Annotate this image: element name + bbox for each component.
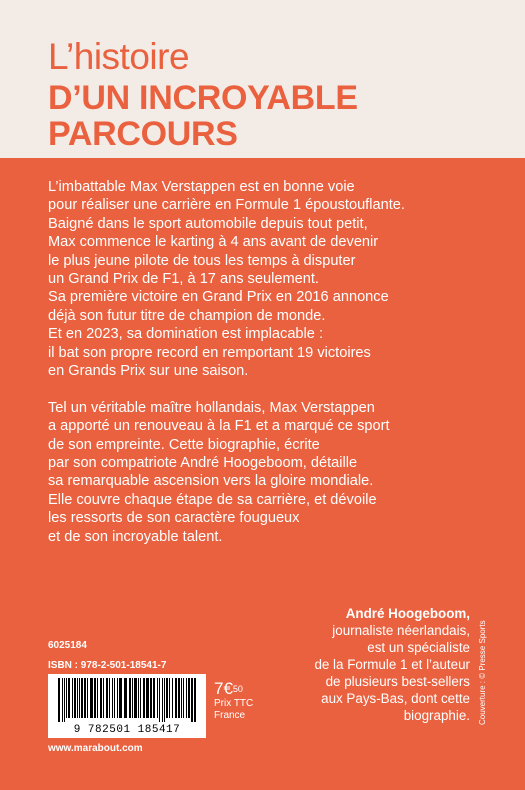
blurb-line: sa remarquable ascension vers la gloire mondiale. xyxy=(48,473,374,490)
blurb-line: le plus jeune pilote de tous les temps à disputer xyxy=(48,252,356,269)
author-bio xyxy=(240,605,470,724)
blurb-paragraph-1 xyxy=(48,178,488,380)
blurb-line: pour réaliser une carrière en Formule 1 époustouflante. xyxy=(48,197,405,214)
author-bio-line: journaliste néerlandais, xyxy=(332,623,470,638)
price-label-country: France xyxy=(214,710,246,721)
blurb-line: Baigné dans le sport automobile depuis tout petit, xyxy=(48,215,368,232)
author-name: André Hoogeboom, xyxy=(345,606,470,621)
blurb-line: Sa première victoire en Grand Prix en 2016 annonce xyxy=(48,289,389,306)
blurb-line: Max commence le karting à 4 ans avant de devenir xyxy=(48,234,379,251)
barcode-bars xyxy=(52,678,202,722)
price-cents: 50 xyxy=(232,684,243,694)
price-amount xyxy=(214,680,253,698)
header-band xyxy=(0,0,525,158)
barcode-digits: 9 782501 185417 xyxy=(73,724,181,736)
title-bold xyxy=(48,80,358,152)
title-line-2: D’UN INCROYABLE xyxy=(48,79,358,117)
blurb-line: Et en 2023, sa domination est implacable : xyxy=(48,326,324,343)
author-bio-line: est un spécialiste xyxy=(367,640,470,655)
title-line-1: L’histoire xyxy=(48,36,190,77)
product-code: 6025184 xyxy=(48,640,87,651)
author-bio-line: aux Pays-Bas, dont cette xyxy=(321,691,470,706)
title-line-3: PARCOURS xyxy=(48,115,238,153)
isbn: ISBN : 978-2-501-18541-7 xyxy=(48,660,167,671)
blurb-line: en Grands Prix sur une saison. xyxy=(48,363,249,380)
price-label-ttc: Prix TTC xyxy=(214,698,254,709)
blurb-line: les ressorts de son caractère fougueux xyxy=(48,510,300,527)
publisher-website[interactable]: www.marabout.com xyxy=(48,743,143,754)
blurb-line: de son empreinte. Cette biographie, écrite xyxy=(48,436,320,453)
blurb-line: il bat son propre record en remportant 19 victoires xyxy=(48,344,371,361)
blurb-line: Elle couvre chaque étape de sa carrière, et dévoile xyxy=(48,491,377,508)
author-bio-line: biographie. xyxy=(403,708,470,723)
blurb-line: déjà son futur titre de champion de monde. xyxy=(48,307,326,324)
blurb-line: et de son incroyable talent. xyxy=(48,528,223,545)
blurb-line: a apporté un renouveau à la F1 et a marqué ce sport xyxy=(48,418,390,435)
blurb-paragraph-2 xyxy=(48,399,488,546)
blurb-line: Tel un véritable maître hollandais, Max Verstappen xyxy=(48,399,375,416)
blurb-line: un Grand Prix de F1, à 17 ans seulement. xyxy=(48,271,319,288)
barcode xyxy=(48,674,206,738)
author-bio-line: de plusieurs best-sellers xyxy=(325,674,470,689)
author-bio-line: de la Formule 1 et l’auteur xyxy=(314,657,470,672)
blurb-line: par son compatriote André Hoogeboom, détaille xyxy=(48,455,358,472)
blurb xyxy=(48,178,488,546)
price-block xyxy=(214,680,253,722)
blurb-line: L’imbattable Max Verstappen est en bonne voie xyxy=(48,179,355,195)
price-euros: 7€ xyxy=(214,679,233,698)
cover-credit: Couverture : © Presse Sports xyxy=(478,620,487,725)
